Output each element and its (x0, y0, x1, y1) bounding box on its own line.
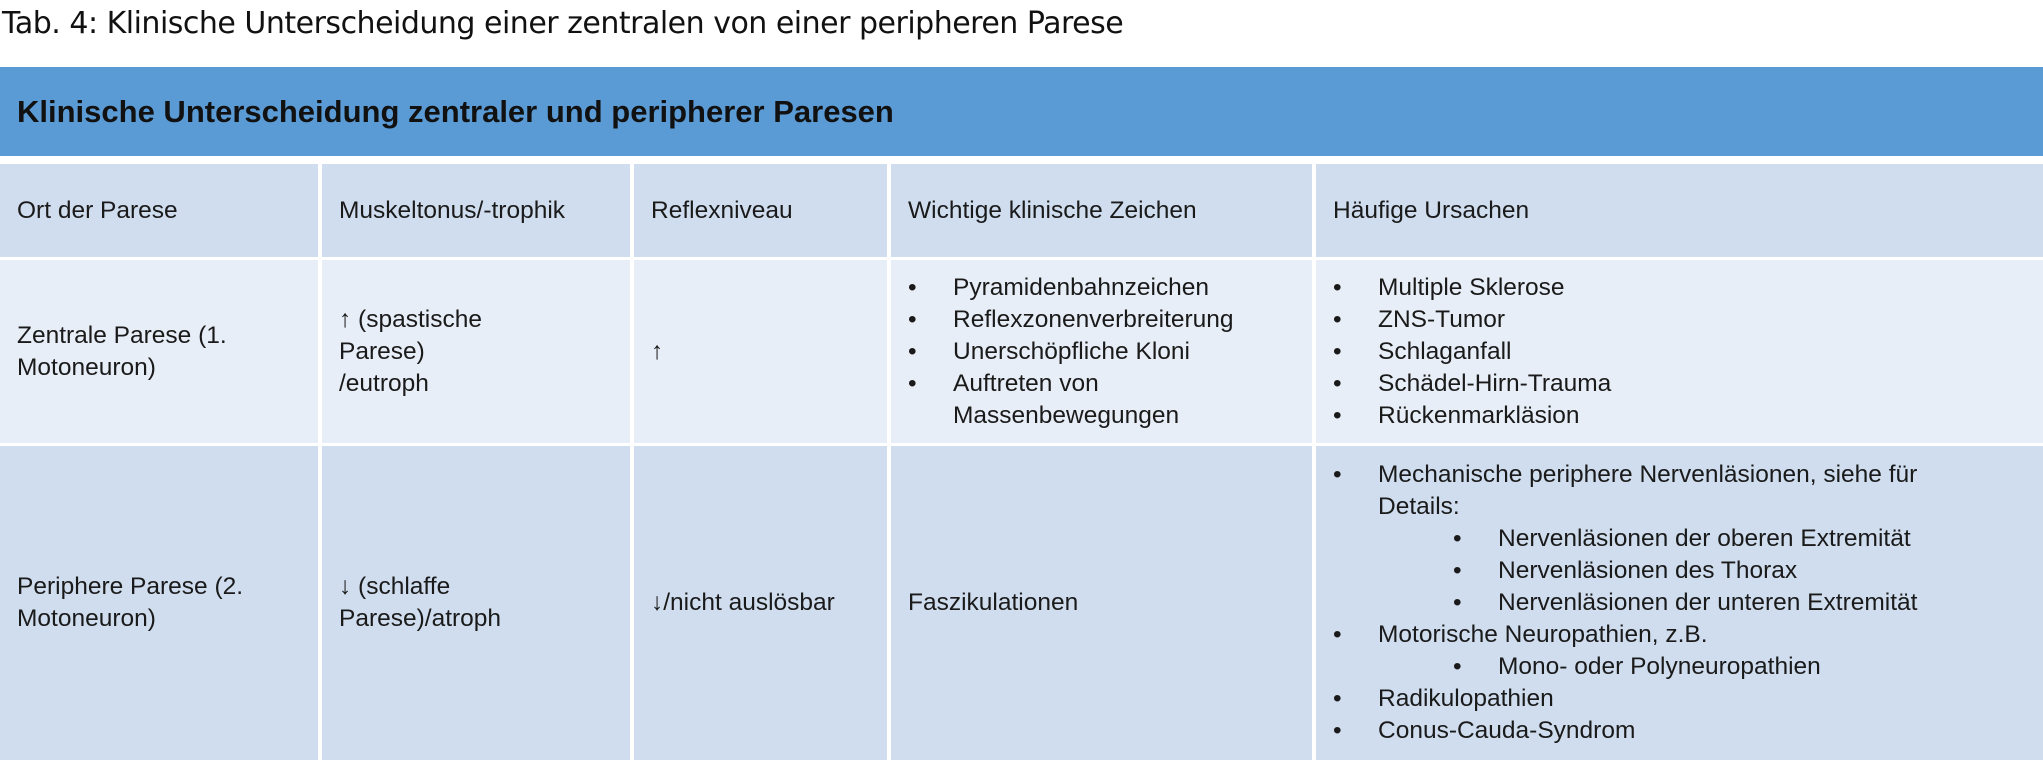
cell-ort: Periphere Parese (2. Motoneuron) (0, 446, 318, 760)
list-item: • Auftreten von Massenbewegungen (908, 368, 1312, 432)
list-item: • Conus-Cauda-Syndrom (1333, 715, 2043, 747)
cell-muskeltonus: ↑ (spastische Parese) /eutroph (322, 260, 630, 443)
table-row-zentrale-parese (0, 260, 2043, 443)
cell-reflexniveau: ↓/nicht auslösbar (634, 446, 887, 760)
sub-list-item: • Mono- oder Polyneuropathien (1453, 651, 2043, 683)
list-item: • Schädel-Hirn-Trauma (1333, 368, 2043, 400)
cell-ort: Zentrale Parese (1. Motoneuron) (0, 260, 318, 443)
sub-list-item: • Nervenläsionen der unteren Extremität (1453, 587, 2043, 619)
table-title-banner (0, 67, 2043, 156)
list-item: • Schlaganfall (1333, 336, 2043, 368)
table-title: Klinische Unterscheidung zentraler und peripherer Paresen (17, 94, 894, 129)
header-muskeltonus: Muskeltonus/-trophik (322, 164, 630, 257)
list-item: • Pyramidenbahnzeichen (908, 272, 1312, 304)
header-ort: Ort der Parese (0, 164, 318, 257)
cell-klinische-zeichen (891, 260, 1312, 443)
list-item: • ZNS-Tumor (1333, 304, 2043, 336)
sub-list-item: • Nervenläsionen der oberen Extremität (1453, 523, 2043, 555)
list-item: • Reflexzonenverbreiterung (908, 304, 1312, 336)
cell-ursachen (1316, 260, 2043, 443)
sub-list-item: • Nervenläsionen des Thorax (1453, 555, 2043, 587)
header-klinische-zeichen: Wichtige klinische Zeichen (891, 164, 1312, 257)
header-ursachen: Häufige Ursachen (1316, 164, 2043, 257)
comparison-table (0, 161, 2043, 763)
sub-list (1453, 523, 2043, 619)
ursachen-list (1333, 272, 2043, 432)
list-item: • Unerschöpfliche Kloni (908, 336, 1312, 368)
zeichen-list (908, 272, 1312, 432)
cell-ursachen (1316, 446, 2043, 760)
list-item (1333, 459, 2043, 619)
list-item: • Rückenmarkläsion (1333, 400, 2043, 432)
header-reflexniveau: Reflexniveau (634, 164, 887, 257)
table-row-periphere-parese (0, 446, 2043, 760)
list-item-text: Motorische Neuropathien, z.B. (1378, 621, 1708, 648)
cell-reflexniveau: ↑ (634, 260, 887, 443)
list-item: • Radikulopathien (1333, 683, 2043, 715)
list-item-text: Mechanische periphere Nervenläsionen, siehe für Details: (1378, 461, 1918, 520)
table-header-row (0, 164, 2043, 257)
table-caption: Tab. 4: Klinische Unterscheidung einer zentralen von einer peripheren Parese (2, 6, 1124, 41)
cell-klinische-zeichen: Faszikulationen (891, 446, 1312, 760)
ursachen-list (1333, 459, 2043, 747)
sub-list (1453, 651, 2043, 683)
list-item (1333, 619, 2043, 683)
cell-muskeltonus: ↓ (schlaffe Parese)/atroph (322, 446, 630, 760)
list-item: • Multiple Sklerose (1333, 272, 2043, 304)
